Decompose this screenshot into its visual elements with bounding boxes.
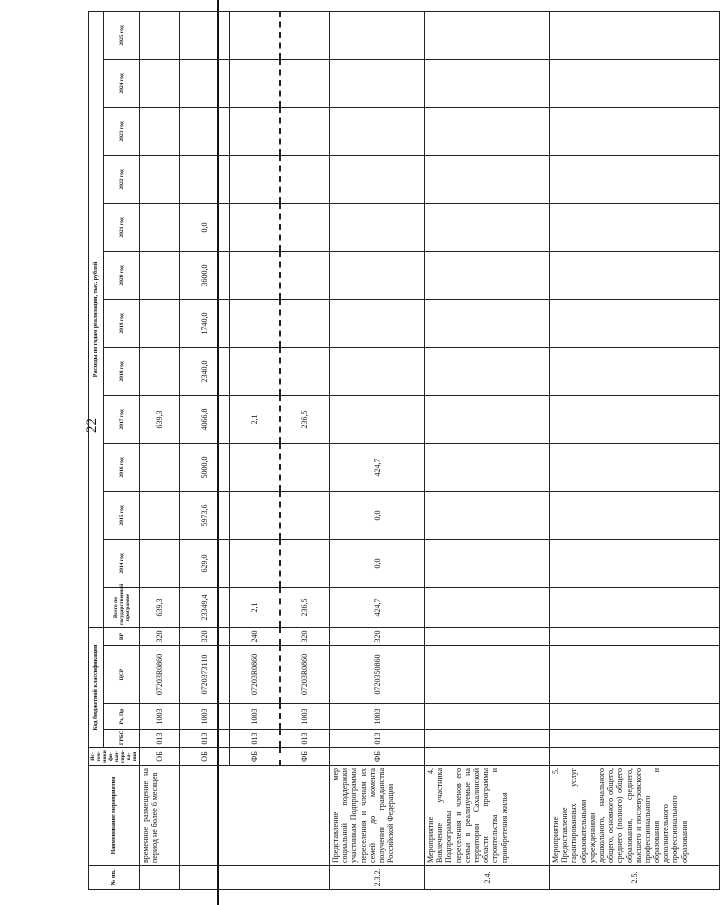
header-source: Ис-точ-ники фи-нан-сиро-ва-ния: [89, 748, 140, 766]
header-expenses-group: Расходы по годам реализации, тыс. рублей: [89, 11, 104, 627]
year-value-cell: [140, 539, 180, 587]
header-name: Наименование мероприятия: [89, 766, 140, 866]
header-total: Всего по государственной программе: [104, 587, 140, 627]
source-cell: ОБ: [180, 748, 230, 766]
header-year: 2015 год: [104, 491, 140, 539]
table-row: [425, 11, 550, 889]
year-value-cell: [230, 11, 280, 59]
year-value-cell: [330, 155, 425, 203]
year-value-cell: [425, 491, 550, 539]
year-value-cell: [180, 107, 230, 155]
year-value-cell: [140, 491, 180, 539]
year-value-cell: [280, 203, 330, 251]
header-year: 2023 год: [104, 107, 140, 155]
csr-cell: 0720350860: [330, 646, 425, 704]
year-value-cell: 2,1: [230, 395, 280, 443]
year-value-cell: [230, 347, 280, 395]
total-cell: 23349,4: [180, 587, 230, 627]
year-value-cell: [330, 203, 425, 251]
year-value-cell: [280, 443, 330, 491]
vr-cell: 320: [280, 627, 330, 645]
year-value-cell: [425, 11, 550, 59]
header-year: 2014 год: [104, 539, 140, 587]
rzpr-cell: [550, 704, 720, 730]
header-year: 2017 год: [104, 395, 140, 443]
budget-table: [88, 11, 720, 890]
year-value-cell: [550, 347, 720, 395]
year-value-cell: [425, 395, 550, 443]
header-num: № пп.: [89, 866, 140, 890]
year-value-cell: 5973,6: [180, 491, 230, 539]
grbs-cell: 013: [330, 730, 425, 748]
year-value-cell: [550, 251, 720, 299]
year-value-cell: [230, 251, 280, 299]
header-year: 2020 год: [104, 251, 140, 299]
year-value-cell: [550, 11, 720, 59]
header-year: 2022 год: [104, 155, 140, 203]
year-value-cell: [330, 11, 425, 59]
year-value-cell: 1740,0: [180, 299, 230, 347]
vr-cell: [425, 627, 550, 645]
year-value-cell: 2340,0: [180, 347, 230, 395]
table-row: [180, 11, 230, 889]
year-value-cell: [550, 203, 720, 251]
header-year: 2019 год: [104, 299, 140, 347]
year-value-cell: [140, 155, 180, 203]
page-number: 22: [84, 418, 100, 433]
vr-cell: 320: [180, 627, 230, 645]
year-value-cell: [550, 155, 720, 203]
year-value-cell: [550, 395, 720, 443]
year-value-cell: [280, 539, 330, 587]
year-value-cell: [550, 539, 720, 587]
year-value-cell: [140, 11, 180, 59]
measure-name: Представление мер социальной поддержки участникам Подпрограммы переселения и членам их семей до момента получения гражданства Российской Федерации: [330, 766, 425, 866]
grbs-cell: 013: [180, 730, 230, 748]
year-value-cell: [425, 347, 550, 395]
year-value-cell: 3600,0: [180, 251, 230, 299]
source-cell: ОБ: [140, 748, 180, 766]
year-value-cell: [425, 539, 550, 587]
total-cell: 236,5: [280, 587, 330, 627]
year-value-cell: [550, 59, 720, 107]
year-value-cell: [140, 347, 180, 395]
year-value-cell: [140, 443, 180, 491]
header-year: 2016 год: [104, 443, 140, 491]
source-cell: [550, 748, 720, 766]
row-number: 2.3.2.: [330, 866, 425, 890]
source-cell: [425, 748, 550, 766]
year-value-cell: [180, 11, 230, 59]
year-value-cell: [140, 59, 180, 107]
header-grbs: ГРБС: [104, 730, 140, 748]
csr-cell: 07203R0860: [230, 646, 280, 704]
year-value-cell: [280, 491, 330, 539]
rzpr-cell: 1003: [330, 704, 425, 730]
year-value-cell: [425, 59, 550, 107]
rzpr-cell: 1003: [140, 704, 180, 730]
header-budget-group: Код бюджетной классификации: [89, 627, 104, 747]
rzpr-cell: 1003: [280, 704, 330, 730]
year-value-cell: [330, 299, 425, 347]
total-cell: 424,7: [330, 587, 425, 627]
measure-name: Мероприятие 4. Вовлечение участника Подпрограммы переселения и членов его семьи в реализуемые на территории Сахалинской области программы строительства и приобретения жилья: [425, 766, 550, 866]
year-value-cell: [280, 251, 330, 299]
year-value-cell: [425, 251, 550, 299]
total-cell: 639,3: [140, 587, 180, 627]
year-value-cell: [140, 107, 180, 155]
table-row: [230, 11, 280, 889]
year-value-cell: [550, 299, 720, 347]
csr-cell: 07203R0860: [280, 646, 330, 704]
year-value-cell: 629,0: [180, 539, 230, 587]
year-value-cell: [140, 299, 180, 347]
budget-table-rotated: [88, 14, 689, 890]
row-number: [140, 866, 180, 890]
vr-cell: [550, 627, 720, 645]
year-value-cell: 4066,8: [180, 395, 230, 443]
table-body: [140, 11, 720, 889]
header-year: 2018 год: [104, 347, 140, 395]
year-value-cell: [280, 59, 330, 107]
year-value-cell: [280, 299, 330, 347]
year-value-cell: [330, 59, 425, 107]
year-value-cell: [280, 11, 330, 59]
year-value-cell: [330, 251, 425, 299]
year-value-cell: [280, 107, 330, 155]
grbs-cell: 013: [140, 730, 180, 748]
year-value-cell: 424,7: [330, 443, 425, 491]
table-row: [550, 11, 720, 889]
year-value-cell: [140, 203, 180, 251]
year-value-cell: [550, 443, 720, 491]
grbs-cell: 013: [230, 730, 280, 748]
year-value-cell: [180, 155, 230, 203]
year-value-cell: [230, 491, 280, 539]
year-value-cell: [550, 107, 720, 155]
grbs-cell: [425, 730, 550, 748]
grbs-cell: [550, 730, 720, 748]
table-row: [140, 11, 180, 889]
total-cell: [425, 587, 550, 627]
grbs-cell: 013: [280, 730, 330, 748]
measure-name: Мероприятие 5. Предоставление гарантированных услуг образовательными учреждениями дошкольного, начального общего, основного общего, среднего (полного) общего образования, среднего, высшего и послевузовского профессионального образования и дополнительного профессионального образования: [550, 766, 720, 866]
year-value-cell: 236,5: [280, 395, 330, 443]
rzpr-cell: 1003: [180, 704, 230, 730]
vr-cell: 320: [140, 627, 180, 645]
csr-cell: 07203R0860: [140, 646, 180, 704]
year-value-cell: 0,0: [330, 539, 425, 587]
year-value-cell: [425, 203, 550, 251]
year-value-cell: [230, 155, 280, 203]
year-value-cell: [425, 443, 550, 491]
year-value-cell: [330, 107, 425, 155]
header-csr: ЦСР: [104, 646, 140, 704]
year-value-cell: 5000,0: [180, 443, 230, 491]
table-row: [330, 11, 425, 889]
total-cell: 2,1: [230, 587, 280, 627]
rzpr-cell: [425, 704, 550, 730]
csr-cell: [425, 646, 550, 704]
year-value-cell: [330, 395, 425, 443]
year-value-cell: [140, 251, 180, 299]
year-value-cell: [425, 299, 550, 347]
header-rzpr: Рз, Пр: [104, 704, 140, 730]
header-year: 2024 год: [104, 59, 140, 107]
row-number: 2.5.: [550, 866, 720, 890]
csr-cell: 0720373110: [180, 646, 230, 704]
year-value-cell: 0,0: [180, 203, 230, 251]
year-value-cell: [330, 347, 425, 395]
source-cell: ФБ: [330, 748, 425, 766]
total-cell: [550, 587, 720, 627]
year-value-cell: [180, 59, 230, 107]
year-value-cell: 639,3: [140, 395, 180, 443]
rzpr-cell: 1003: [230, 704, 280, 730]
year-value-cell: [550, 491, 720, 539]
measure-name: временное размещение на период не более 6 месяцев: [140, 766, 180, 866]
header-year: 2021 год: [104, 203, 140, 251]
year-value-cell: [280, 155, 330, 203]
measure-name: [180, 766, 330, 866]
vr-cell: 240: [230, 627, 280, 645]
year-value-cell: [230, 539, 280, 587]
table-row: [280, 11, 330, 889]
year-value-cell: [280, 347, 330, 395]
csr-cell: [550, 646, 720, 704]
year-value-cell: [230, 59, 280, 107]
year-value-cell: 0,0: [330, 491, 425, 539]
year-value-cell: [230, 107, 280, 155]
year-value-cell: [425, 155, 550, 203]
year-value-cell: [425, 107, 550, 155]
header-year: 2025 год: [104, 11, 140, 59]
row-number: [180, 866, 330, 890]
year-value-cell: [230, 443, 280, 491]
header-vr: ВР: [104, 627, 140, 645]
vr-cell: 320: [330, 627, 425, 645]
year-value-cell: [230, 299, 280, 347]
source-cell: ФБ: [280, 748, 330, 766]
source-cell: ФБ: [230, 748, 280, 766]
row-number: 2.4.: [425, 866, 550, 890]
year-value-cell: [230, 203, 280, 251]
